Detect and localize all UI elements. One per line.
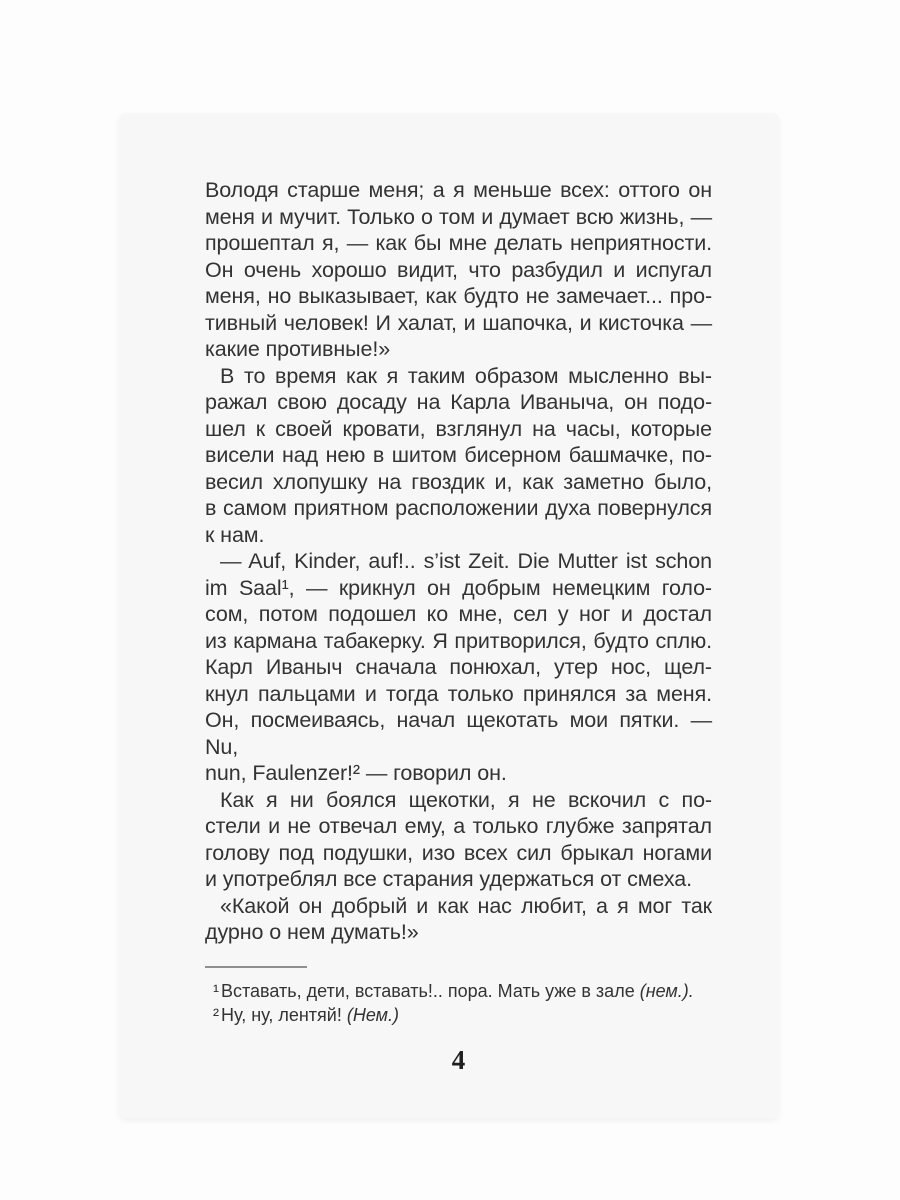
text-line: весил хлопушку на гвоздик и, как заметно было, [205, 469, 712, 494]
paragraph [205, 548, 712, 787]
footnote-language-note: (Нем.) [346, 1005, 399, 1025]
text-line: голову под подушки, изо всех сил брыкал ногами [205, 840, 712, 865]
text-line: кнул пальцами и тогда только принялся за меня. [205, 681, 712, 706]
page-number: 4 [451, 1044, 466, 1075]
footnote-language-note: (нем.). [639, 980, 694, 1001]
footnote-text: Вставать, дети, вставать!.. пора. Мать уже в зале [221, 980, 640, 1001]
text-line: im Saal¹, — крикнул он добрым немецким голо- [205, 575, 712, 600]
footnote-marker: ² [213, 1005, 219, 1025]
text-line: прошептал я, — как бы мне делать неприятности. [205, 231, 712, 255]
text-line: висели над нею в шитом бисерном башмачке, по- [205, 443, 712, 467]
text-line: и употреблял все старания удержаться от смеха. [205, 867, 692, 891]
text-line: Он очень хорошо видит, что разбудил и испугал [205, 257, 712, 282]
text-line: из кармана табакерку. Я притворился, будто сплю. [205, 628, 712, 653]
footnotes-block [205, 979, 712, 1028]
text-line: Карл Иваныч сначала понюхал, утер нос, щел- [205, 655, 712, 679]
text-line: меня и мучит. Только о том и думает всю жизнь, — [205, 204, 712, 229]
text-line: шел к своей кровати, взглянул на часы, которые [205, 416, 712, 441]
text-line: Володя старше меня; а я меньше всех: оттого он [205, 178, 712, 202]
text-line: меня, но выказывает, как будто не замечает... про- [205, 284, 712, 308]
text-line: тивный человек! И халат, и шапочка, и кисточка — [205, 310, 712, 335]
text-line: дурно о нем думать!» [205, 920, 419, 944]
text-line: — Auf, Kinder, auf!.. s’ist Zeit. Die Mutter ist schon [220, 549, 712, 573]
footnote-separator [205, 966, 307, 968]
footnote-marker: ¹ [213, 980, 219, 1001]
book-page-scan [119, 113, 779, 1118]
footnote-text: Ну, ну, лентяй! [221, 1005, 347, 1025]
text-line: В то время как я таким образом мысленно вы- [220, 363, 712, 388]
text-line: в самом приятном расположении духа повернулся [205, 496, 712, 520]
text-line: Как я ни боялся щекотки, я не вскочил с по- [220, 787, 712, 812]
page-text [205, 177, 712, 946]
text-line: к нам. [205, 522, 265, 547]
text-line: стели и не отвечал ему, а только глубже запрятал [205, 814, 712, 838]
text-line: какие противные!» [205, 337, 391, 361]
paragraph [205, 787, 712, 893]
text-line: «Какой он добрый и как нас любит, а я мог так [220, 893, 712, 918]
text-line: nun, Faulenzer!² — говорил он. [205, 761, 507, 785]
paragraph [205, 363, 712, 549]
paragraph [205, 893, 712, 946]
footnote [213, 979, 712, 1004]
text-line: сом, потом подошел ко мне, сел у ног и достал [205, 602, 712, 626]
paragraph [205, 177, 712, 363]
text-line: Он, посмеиваясь, начал щекотать мои пятки. — Nu, [205, 708, 712, 759]
text-line: ражал свою досаду на Карла Иваныча, он подо- [205, 390, 712, 414]
footnote [213, 1003, 712, 1028]
